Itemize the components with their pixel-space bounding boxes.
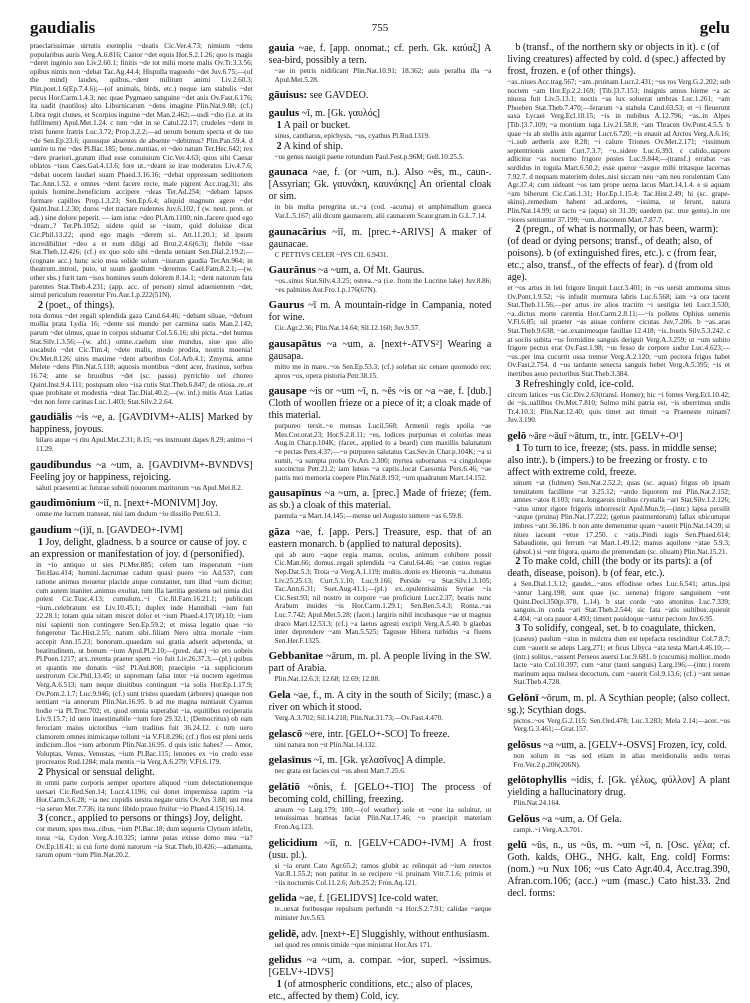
dictionary-entry	[30, 411, 253, 453]
dictionary-entry	[269, 526, 492, 646]
headword: gelidus	[268, 954, 302, 967]
dictionary-entry	[269, 338, 492, 380]
definition: An oriental cloak or sim.	[268, 179, 492, 203]
entry-head-line	[507, 739, 730, 752]
citations: mitto me in mare..~os Sen.Ep.53.3; (cf.) solebat sic cenare quomodo rex: apros ~os, opera pistoria Petr.38.15.	[274, 362, 492, 380]
grammar-info: ~ārum, m. pl.	[326, 651, 381, 663]
headword: gaudium	[30, 523, 72, 536]
definition: A frost (usu. pl.).	[268, 837, 492, 861]
citations: a Sen.Dial.1.3.12; gaudet,..~atos effodisse orbes Luc.6.541; artus..ipsi ~antur Larg.198; sunt quae (sc. uenena) frigore sanguinem ~ent Quint.Decl.350(p.378, L.14). b stat corde ~ato attonitus Luc.7.339; sanguis..in corda ~ari Stat.Theb.2.544; sic fata ~atis uultibus..quieuit 4.404; ~at ora pauor 4.493; timent pauidoque ~antur pectore Juv.6.95.	[513, 580, 731, 623]
citations: cor meum, spes mea..cibus, ~ium Pl.Bac.18; dum sequeris Clytium infelix, noua ~ia, Cydon Verg.A.10.325; iamne putas exisse domo mea ~ia? Ov.Ep.18.41; si cui forte domi natorum ~ia Stat.Theb.10.426;—adamanta, rarum opum ~ium Plin.Nat.20.2.	[36, 825, 253, 860]
headword: gauia	[268, 42, 295, 54]
citations: qui ab auro ~aque regia manus, oculos, animum cohibere possit Cic.Man.66; domus..regali splendida ~a Catul.64.46; ~ae custos regiae Nep.Dat.5.3; Troia ~a Verg.A.1.119; multis..donis ex Hieronis ~a..donatus Liv.25.25.13; Curt.5.1.10; Luc.9.166; Perside ~a Stat.Silv.1.3.105; Tac.Ann.6.31; Suet.Aug.41.1;—(pl.) ex..opulentissimis Syriae ~is Cic.Sest.93; nil nostro in corpore ~ae proficiunt Lucr.2.37; beatis nunc Arabum inuides ~is Hor.Carm.1.29.1; Sen.Ben.5.4.3; Roma..~as Luc.7.742; Apul.Met.5.28; (facet.) largiris nihil incubasque ~ae ut magnus draco Mart.12.53.3; (cf.) ~a laetus agresti excipit Verg.A.5.40. b glaebas inter deprendere ~am Man.5.525; Tagusue Hibera turbidus ~a fluens Sen.Her.F.1325.	[274, 550, 492, 645]
entry-head-line	[30, 497, 253, 510]
citations: uel quod res omnis timide ~que ministrat Hor.Ars 171.	[274, 940, 432, 949]
citations: in bis multa peregrina ut..~a (cod. -acuma) et amphimallum graeca Var.L.5.167; alii dicunt gaunacem, alii caunacem Scaur.gram.in G.L.7.14.	[274, 203, 492, 220]
grammar-info: ~a ~um, a. compar. ~ior, superl. ~issimus. [GELV+-IDVS]	[268, 955, 492, 979]
dictionary-entry	[507, 430, 730, 687]
definition: Made of frieze; (fem. as sb.) a cloak of this material.	[268, 488, 492, 512]
sense-definition: (poet., of things).	[45, 299, 115, 311]
citations: et ~os artus in leti frigore linquit Lucr.3.401; in ~os uersit ammoma sinus Ov.Pont.1.9.52; ~is infudit murmura labris Luc.6.568; iam ~a ora tacent Stat.Theb.11.56;—per artus ire alios tractim ~i uestigia leti Lucr.3.530; ~a..dictus morte carentia Hor.Carm.2.8.11;—~is pollens Ophius uenenis V.Fl.6.85; uil praeter ~as ausae conferre cicutas Juv.7.206. b ~as..aras Stat.Theb.9.638; ~ae..exanimesque fauillae 12.418; ~is..bustis Silv.5.3.242. c at sociis subita ~us formidine sanguis deriguit Verg.A.3.259; ut ~um subito frigore pectus erat Ov.Fast.1.98; ~us fesso de corpore sudor Luc.4.623;—~us..per ima cucurrit ossa tremor Verg.A.2.120; ~um pectora frigus habet Ov.Fast.2.754. d ~us tardante senecta sanguis hebet Verg.A.5.395; ~is et inertibus aeuo pectoribus Stat.Theb.3.384.	[507, 284, 731, 379]
headword: gaudimōnium	[30, 497, 96, 510]
citations: tota domus ~det regali splendida gaza Catul.64.46; ~debant siluae, ~debunt mollia prata Lydia 16; ~dente sui mundo per carmina uatis Man.2.142; parum ~det ulmus, quae in corpus uiduatur Col.5.6.16; ubi picta..~det humus Stat.Silv.1.3.56;—(w. abl.) omne..caelum siue mundus, siue quo alio uocabulo ~det Cic.Tim.4; ~dete malis, modo prodita, nostris moenia! Ov.Met.8.126; uites maxime ~dent arboribus Col.Arb.4.1; Zmyrna, amne Melete ~dens Plin.Nat.5.118; aquosis montibus ~dent acer, fraxinus, sorbus 16.74; ante se bruuibus ~det (sc. passu) pyrrichio uel choreo Quint.Inst.9.4.111; postquam oleo ~isa cutis Stat.Theb.6.847; de otiosa..re..et quae probitate et modestia ~deat Tac.Dial.40.2;—(w. inf.) mitis Atax Latias ~det non ferre carinas Luc.1.403; Stat.Silv.2.2.64.	[30, 311, 253, 406]
grammar-info: ~ae, f. (or ~um, n.). Also ~ēs, m., caun-. [Assyrian; Gk. γαυνάκη, καυνάκης]	[268, 167, 492, 191]
citations: (caseus) paulum ~atus in mulctra dum est tepefacta rescinditur Col.7.8.7; cum ~auerit se adeps Larg.271; et ficus Libyca ~ata testa Mart.4.46.10;—(intr.) solitus..~assent Perseos auersi Luc.9.681. b (cucumis) mollior..modo lacte ~ato Col.10.397; cum ~atur (tauri sanguis) Larg.196;—(intr.) rorem marinum aqua mulsea decoctum, cum ~auerit Col.9.13.6; (cf.) ~ant uenae Stat.Theb.4.728.	[513, 635, 731, 687]
dictionary-entry	[30, 524, 253, 860]
definition: Joy.	[202, 498, 218, 510]
grammar-info: ~ūs, n., us ~ūs, m. ~um ~ī, n. [Osc. γέλα; cf. Goth. kalds, OHG., NHG. kalt, Eng. cold] Forms: (nom.) ~u Nux 106; ~us Cato Agr.40.4, Acc.trag.390, Afran.com.106; (acc.) ~um (masc.) Cato hist.33. 2nd decl. forms:	[507, 840, 731, 900]
entry-head-line	[507, 430, 730, 443]
citations: hilaro atque ~i ritu Apul.Met.2.31; 8.15; ~es instruunt dapes 8.29; animo ~i 11.29.	[36, 436, 253, 453]
entry-head-line	[269, 89, 492, 102]
definition: A Scythian people; (also collect. sg.); Scythian dogs.	[507, 692, 731, 716]
entry-head-line	[269, 650, 492, 675]
grammar-info: adv. [next+-E]	[301, 928, 360, 940]
grammar-info: see GAVDEO.	[309, 90, 369, 102]
dictionary-entry	[269, 264, 492, 294]
sense	[507, 224, 730, 284]
sense	[507, 379, 730, 391]
entry-head-line	[269, 781, 492, 806]
sense-definition: Joy, delight, gladness. b a source or cause of joy. c an expression or manifestation of joy. d (personified).	[30, 536, 247, 560]
sense-definition: To solidify, congeal, set. b to coagulate, thicken.	[522, 623, 716, 635]
grammar-info: ~ī m.	[308, 300, 331, 312]
running-head	[30, 18, 730, 38]
headword: Gaurānus	[268, 264, 316, 277]
sense-definition: b (transf., of the northern sky or objects in it). c (of living creatures) affected by cold. d (spec.) affected by frost, frozen. e (of other things).	[507, 42, 726, 77]
headword: gaudiālis	[30, 411, 73, 424]
citations: Verg.A.3.702; Sil.14.218; Plin.Nat.31.73;—Ov.Fast.4.470.	[274, 714, 443, 722]
definition: A dimple.	[405, 755, 446, 767]
citations: in omni parte corporis semper oportere aliquod ~ium delectationemque uersari Cic.Red.Sen.14; Lucr.4.1196; cui donet impermissa raptim ~ia Hor.Carm.3.6.28; ~ia nec cupidis uestra negate uiris Ov.Ars 3.88; uni mea ~ia seruo Met.7.736; ita nunc libido prauo fruitur ~io Phaed.4.15(16).14.	[36, 778, 253, 813]
sense-definition: To make cold, chill (the body or its parts): a (of death, disease, poison). b (of fear, etc.).	[507, 556, 713, 580]
definition: Marked by happiness, joyous.	[30, 412, 253, 436]
dictionary-entry	[30, 459, 253, 493]
grammar-info: ~iī, n. [GELV+CADO+-IVM]	[324, 837, 454, 849]
column-middle	[268, 42, 492, 1003]
citations: aruum ~o Larg.179; 180;—(of weather) sole et ~one ita soluitur, ut tenuissimas bratteas faciat Plin.Nat.17.46; ~o praecipit materiam Fron.Aq.123.	[274, 805, 492, 831]
dictionary-entry	[269, 754, 492, 776]
citations: omne me lucrum transeat, nisi iam dudum ~io dissilio Petr.61.3.	[36, 510, 221, 519]
headword: gelō	[507, 430, 527, 442]
dictionary-entry	[269, 781, 492, 832]
sense-number: 3	[515, 378, 521, 390]
dictionary-entry	[507, 42, 730, 425]
definition: Sluggishly, without enthusiasm.	[361, 928, 490, 940]
sense-number: 1	[515, 443, 521, 454]
sense	[269, 979, 492, 1003]
definition: A people living in the SW. part of Arabia.	[268, 651, 492, 675]
dictionary-entry	[269, 385, 492, 482]
dictionary-entry	[269, 689, 492, 723]
entry-head-line	[269, 928, 492, 941]
citations: sinus, cantharus, epichysis, ~us, cyathus Pl.Rud.1319.	[274, 132, 430, 141]
entry-head-line	[269, 837, 492, 862]
entry-head-line	[507, 839, 730, 900]
entry-head-line	[269, 166, 492, 203]
definition: Treasure, esp. that of an eastern monarch. b (applied to natural deposits).	[268, 526, 492, 550]
entry-head-line	[30, 524, 253, 537]
citations: circum latices ~us Cic.Div.2.63(transl. Homer); hic ~i fontes Verg.Ecl.10.42; de ~is..uallibus Ov.Met.7.810; Sulmo mihi patria est, ~is uberrimus undis Tr.4.10.3; Plin.Nat.12.40; quis timet aut timuit ~a Praeneste ruinam? Juv.3.190.	[507, 390, 731, 425]
grammar-info: ~idis, f. [Gk. γέλως, φύλλον]	[571, 775, 695, 787]
headword: Gebbanītae	[268, 650, 324, 663]
sense-number: 3	[38, 813, 43, 825]
entry-head-line	[269, 299, 492, 324]
sense	[507, 556, 730, 580]
grammar-info: ~iī, n. [next+-MONIVM]	[97, 498, 200, 510]
grammar-info: ~(i)ī, n. [GAVDEO+-IVM]	[74, 524, 183, 536]
dictionary-entry	[269, 928, 492, 950]
headword: Gaurus	[268, 299, 305, 312]
entry-head-line	[269, 264, 492, 277]
citations: nec grata est facies cui ~us abest Mart.7.25.6.	[274, 767, 406, 776]
dictionary-entry	[507, 692, 730, 734]
definition: A plant yielding a hallucinatory drug.	[507, 775, 731, 799]
dictionary-entry	[269, 954, 492, 1003]
citations: ~us genus nauigii paene rotundum Paul.Fest.p.96M; Gell.10.25.5.	[274, 152, 465, 161]
guide-word-first: gaudialis	[30, 18, 96, 37]
grammar-info: ~a ~um, a. [next+-ATVS²]	[326, 338, 443, 350]
citations: ~ae in petris nidificant Plin.Nat.10.91; 18.362; auis peralba illa ~a Apul.Met.5.28.	[274, 67, 492, 84]
entry-head-line	[269, 728, 492, 741]
dictionary-entry	[269, 107, 492, 161]
dictionary-entry	[269, 650, 492, 684]
sense-definition: Refreshingly cold, ice-cold.	[522, 378, 634, 390]
dictionary-entry	[269, 226, 492, 260]
definition: A sea-bird, possibly a tern.	[268, 43, 492, 66]
dictionary-entry	[269, 837, 492, 888]
citations: saluti praesenti ac futurae suboli nouorum maritorum ~us Apul.Met.8.2.	[36, 483, 243, 492]
dictionary-entry	[507, 739, 730, 769]
headword: gausapīnus	[268, 487, 322, 500]
sense	[269, 120, 492, 132]
sense-definition: (of atmospheric conditions, etc.; also of places, etc., affected by them) Cold, icy.	[268, 979, 473, 1003]
entry-head-line	[269, 226, 492, 251]
columns	[30, 42, 731, 1003]
entry-head-line	[269, 107, 492, 120]
headword: gelascō	[268, 727, 303, 740]
entry-head-line	[269, 689, 492, 714]
headword: gausape	[268, 385, 307, 398]
grammar-info: ~ere, intr. [GELO+-SCO]	[304, 728, 408, 740]
definition: Of Mt. Gaurus.	[363, 265, 425, 277]
grammar-info: ~ī, m. [Gk. γελασῖνος]	[313, 755, 404, 767]
sense-definition: (concr., applied to persons or things) Joy, delight.	[45, 813, 243, 825]
headword: gelidē,	[268, 927, 299, 940]
sense-number: 3	[515, 623, 521, 635]
citations: pictos..~os Verg.G.2.115; Sen.Oed.478; Luc.3.283; Mela 2.14;—acer..~us Verg.G.3.461;—Grat.157.	[513, 716, 731, 734]
headword: Gelōus	[507, 812, 540, 825]
dictionary-entry	[269, 166, 492, 220]
dictionary-entry	[269, 89, 492, 102]
headword: gaunacārius	[268, 225, 327, 238]
column-left	[30, 42, 253, 953]
sense	[269, 141, 492, 153]
definition: Feeling joy or happiness, rejoicing.	[30, 471, 172, 483]
definition: A maker of gaunacae.	[268, 226, 492, 250]
grammar-info: ~a ~um, a. [prec.]	[324, 488, 400, 500]
headword: gelida	[268, 892, 297, 905]
sense-definition: A kind of ship.	[283, 140, 344, 152]
entry-head-line	[507, 813, 730, 826]
headword: gaulus	[268, 107, 300, 120]
grammar-info: ~ae, f., m.	[293, 690, 335, 701]
sense-definition: To turn to ice, freeze; (sts. pass. in middle sense; also intr.). b (impers.) to be freezing or frosty. c to affect with extreme cold, freeze.	[507, 443, 717, 478]
sense-number: 2	[38, 299, 43, 311]
entry-head-line	[507, 692, 730, 717]
entry-head-line	[269, 526, 492, 551]
guide-word-last: gelu	[699, 18, 730, 37]
headword: gelasīnus	[268, 754, 312, 767]
entry-head-line	[269, 42, 492, 67]
sense-definition: (pregn., of what is normally, or has been, warm): (of dead or dying persons; transf., of death; also, of poisons). b (of extinguished fires, etc.). c (from fear, etc.; also, transf., of the effects of fear). d (from old age).	[507, 224, 719, 284]
grammar-info: ~ae, f. [app. Pers.]	[295, 526, 379, 538]
headword: Gelōnī	[507, 691, 539, 704]
sense-number: 1	[38, 536, 43, 548]
dictionary-entry	[30, 497, 253, 519]
grammar-info: ~ae, f. [app. onomat.; cf. perh. Gk. καύαξ]	[298, 43, 481, 54]
citations: campi..~i Verg.A.3.701.	[513, 825, 583, 834]
definition: Of Gela.	[587, 813, 622, 825]
page-number: 755	[371, 22, 389, 34]
citations: praeclarissimae uirtutis exemplis ~deatis Cic.Ver.4.73; nimium ~dens popularibus auris Verg.A.6.816; Castor ~det equis Hor.S.2.1.26; quo is magis ~deret ingenio suo Liv.2.60.1; finitis ~de tot mihi morte malis Ov.Tr.3.3.56; opibus nimis non ~debat Tac.Ag.44.4; Hispulla tragoedo ~det Juv.6.75;—(of the mind) laudes, quibus..~dent militum animi Liv.2.60.3; Plin.poet.1.6(Ep.7.4.6);—(of animals, birds, etc.) neque iam stabulis ~det pecus Hor.Carm.1.4.3; nec quae Pygmaeo sanguine ~det auis Ov.Fast.6.176; ita uadit (nautilos) alto Liburnicarum ~dens imagine Plin.Nat.9.88; (cf.) Libra regit clunes, et Scorpios inguine ~det Man.2.462;—usdi ~dio (i.e. at its fulfilment) Apul.Met.1.24. c tum ~det in se Catul.22.17; crudeles ~dent in tristi funere fratris Luc.3.72; Prop.3.2.2;—ad uerum bonum specta et de tuo ~de Sen.Ep.23.6; quousque absentes de absente ~debimus? Plin.Pan.59.4. d uenire tu me ~des Pl.Bac.185; bene..nuntias, et ~deo natum Ter.Hec.642; rex ~dere praetori..gratum illud esse conuiuium Cic.Ver.4.63; quos sibi Caesar oblatos ~isus Caes.Gal.4.13.6; fore ut..~deant se irae moderatos Liv.4.7.6; ~debat uocem laudari suam Phaed.3.16.16; ~debat oppressam seditionem Tac.Ann.1.52. e omnes ~dent facere recte, male pigrent Acc.trag.31; abs quiuis homine..beneficium accipere ~deas Ter.Ad.254; ~debam lapsos formare capillos Prop.1.3.23; Sen.Ep.6.4; aliquid magnum agere ~det Quint.Inst.1.2.30; duros ~det tractare rudentes Juv.6.102. f (w. neut. pron. or adj.) sine dolore peperit. — iam istuc ~deo Pl.Am.1100; nin..facere quod ego ~deam..? Ter.Ph.1052; uidete quid se ~isum, quid doluisse dicat Cic.Phil.13.22; quod ego magis ~derem si.. Att.11.20.1; id ipsum incredibiliter ~deo a et eum diligi ad Brut.2.4.6(6.3); flebile ~isse Stat.Theb.12.426; (cf.) ex quo solo sibi ~denda ueniant Sen.Dial.2.19.2;—(cognate acc.) hunc scio mea solide solum ~isuram gaudia Ter.An.964; in theatrum..introii, puto, ut suum gaudium ~deremus Cael.Fam.8.2.1;—(w. other sbs.) furit tam ~isos homines suum dolorem 8.14.1; ~dent natorum fata parentes Stat.Theb.4.231; (app. acc. of person) simul aduenientem ~det, simul periculum reueretur Fro.Aur.1.p.222(51N).	[30, 42, 253, 300]
sense-definition: Physical or sensual delight.	[45, 766, 155, 778]
column-right	[507, 42, 730, 953]
sense-number: 2	[515, 224, 521, 236]
entry-head-line	[269, 754, 492, 767]
grammar-info: ~is ~e, a. [GAVDIVM+-ALIS]	[76, 412, 204, 424]
entry-head-line	[269, 385, 492, 422]
entry-head-line	[269, 487, 492, 512]
sense	[507, 623, 730, 635]
dictionary-entry	[507, 774, 730, 808]
dictionary-page	[30, 0, 731, 1003]
citations: si ~ia erunt Cato Agr.65.2; ramos glubit ac relinquit ad ~ium retectos Var.R.1.55.2; non patitur in se recipere ~ii pruinam Vitr.7.1.6; primis et ~iis nocturnis Col.11.2.6; Arb.25.2; Fron.Aq.121.	[274, 861, 492, 887]
citations: non solum in ~as sed etiam in alias meridionalis sedis terras Fro.Ver.2.p.206(206N).	[513, 752, 731, 769]
headword: gelicidium	[268, 836, 318, 849]
headword: gelōtophyllis	[507, 774, 567, 787]
definition: Cloth of woollen frieze or a piece of it; a cloak made of this material.	[268, 398, 492, 422]
grammar-info: ~ōnis, f. [GELO+-TIO]	[307, 781, 414, 793]
citations: Plin.Nat.24.164.	[513, 799, 561, 808]
entry-head-line	[30, 411, 253, 436]
citations: uinum ~at (fulmen) Sen.Nat.2.52.2; quas (sc. aquas) frigus ob ipsam tenuitatem facillime ~at 3.25.12; ~ando liquorem nui Plin.Nat.2.152; amnes ~atos 8.103; rura..longaeuis niuibus crystalla ~ari Stat.Silv.1.2.126; ~atus umor rigore frigoris inhorrescit Apul.Mun.9;—(intr.) lapsa persilit ~atque (pruina) Plin.Nat.17.222; (genus pauimentorum) fallax ubicumque imbres ~ant 36.186. b non ante demetuntur quam ~auerit Plin.Nat.14.39; si niues iaceant ~etue 17.250. c ~atis..Pindi iugis Sen.Phaed.614; Sabaudione, qui ferrum ~at Mart.1.49.12; manus aquilone ~atae 5.9.3; (absol.) si ~ent frigora, quarto die premendam (sc. oliuam) Plin.Nat.15.21.	[513, 479, 731, 556]
grammar-info: ~ī, m. [Gk. γαυλός]	[301, 108, 381, 120]
headword: gaunaca	[268, 166, 308, 179]
citations: uini natura non ~it Plin.Nat.14.132.	[274, 740, 377, 749]
grammar-info: ~a ~um, a. [GELV+-OSVS]	[543, 740, 656, 752]
citations: C PETTIVS CELER ~IVS CIL 6.9431.	[274, 250, 389, 259]
sense-definition: A pail or bucket.	[283, 120, 351, 132]
entry-head-line	[507, 774, 730, 799]
entry-head-line	[269, 954, 492, 979]
definition: The process of becoming cold, chilling, freezing.	[268, 781, 492, 805]
grammar-info: ~a ~um, a.	[542, 813, 585, 825]
citations: ~as..niues Acc.trag.567; ~am..pruinam Lucr.2.431; ~us ros Verg.G.2.202; sub noctem ~am Hor.Ep.2.2.169; [Tib.]3.7.153; insignis annus hieme ~a ac niuosa fuit Liv.5.13.1; noctis ~as lux soluerat umbras Luc.1.261; ~am Phoeben Stat.Theb.7.470;—ferarum ~a stabula Catul.63.53; et ~i fleuerunt saxa Lycaei Verg.Ecl.10.15; ~is in nubibus A.12.796; ~as..in Alpes [Tib.]3.7.109; ~a montium iuga Liv.21.58.8; ~am Thracen Ov.Pont.4.5.5. b quae ~is ab stellis axis agantur Lucr.6.720; ~is enauit ad Arctos Verg.A.6.16; ~i..sub aetheris axe 8.28; ~i calure Triones Ov.Met.2.171; ~issimum septentrionis axem Curt.7.3.7; ~o..sidere Luc.6.393. c calido..uapore adlicitur ~as nocturno frigore postes Luc.9.844;—(transf.) errabat ~as sordidus in togula Mart.6.50.2; esse queror ~asque mihi tritasque lacernas 7.92.7. d nequam materiem doles..nisi siccam neu ~am neu rorulentam Cato Agr.37.4; cum uideant ~os tam prope uerna lacus Mart.14.1.4. e si aquam ~am biberunt Cic.Cati.1.31; Hor.Ep.1.15.4; Tac.Hist.2.49; hi (sc. grape-skins)..remedium habent ad..ardores, ~issima, ut ferunt, natura Plin.Nat.14.99; ut tactu ~a (aqua) sit 31.39; eaedem (sc. true gems)..in ore ~iores sentiuntur 37.199; ~um..draconem Mart.7.87.7.	[507, 78, 731, 224]
grammar-info: ~āre ~āuī ~ātum, tr., intr. [GELV+-O¹]	[528, 431, 683, 442]
citations: in ~io antiquo ut sies Pl.Mer.885; celem tam insperatum ~ium Ter.Hau.414; homini..lacrumae cadunt quasi puero ~io Ad.537; cum ratione animus mouetur placide atque constanter, tum illud ~ium dicitur; cum autem inaniter..animus exultat, tum illa laetitia gestiens uel nimia dici potest Cic.Tusc.4.13; cumulum..~i Cic.fil.Fam.16.21.1; publicum ~ium..celebratum est Liv.10.45.1; duplex inde Hannibali ~ium fuit 22.28.1; totam quia uitam miscet dolor et ~ium Phaed.4.17(18).10; ~ium nisi sapienti non contingere Sen.Ep.59.2; et missa legatio quae ~io fungeretur Tac.Hist.2.55; natum sibi..filiam Nero ultra mortale ~ium accepit Ann.15.23; bonorum..quaedam sui gratia adserit adpetenda, ut beatitudinem, ut bonum ~ium Apul.Pl.2.10;—(pred. dat.) ~io ero uobeis Pl.Poen.1217; arx..retenta praeter spem ~io fuit Liv.26.37.3;—(pl.) quibus et quantis me donatis ~iis! Pl.Aul.808; praecipio ~ia suppliciorum uestrorum Cic.Phil.13.45; ut supremam falsa inter ~ia noctem egerimus Verg.A.6.513; nam neque diuitibus contingunt ~ia solis Hor.Ep.1.17.9; Ov.Pont.2.1.7; Luc.9.946; (cf.) sunt tristes quaedam (arbores) quaeque non sentiant ~ia annorum Plin.Nat.16.95. b ad me magna nuntiauit Cyamus hodie ~ia Pl.Truc.702; et, quod omnia superabat ~ia, equitibus reciperatis Liv.9.15.7; id uero inaestimabile ~ium fore 29.32.1; (Democritus) ob eam ferociam maius uictoribus ~ium traditus fuit 36.24.12. c tum uero clamorem omnes inimicaque tollunt ~ia V.Fl.8.296; (cf.) flos est pleni ueris indicium..flos ~ium arborum Plin.Nat.16.95. d quis istic habes? — Amor, Voluptas, Venus, Venustas, ~ium Pl.Bac.115; lenones ex ~io credo esse procreatos Rud.1284; mala mentis ~ia Verg.A.6.279; V.Fl.6.179.	[36, 560, 253, 767]
grammar-info: ~a ~um, a. [GAVDIVM+-BVNDVS]	[96, 459, 253, 471]
sense	[30, 767, 253, 779]
grammar-info: ~a ~um, a.	[318, 265, 361, 277]
headword: gelōsus	[507, 739, 541, 752]
dictionary-entry	[269, 299, 492, 333]
dictionary-entry	[269, 42, 492, 84]
entry-head-line	[30, 459, 253, 484]
dictionary-entry	[269, 487, 492, 521]
dictionary-entry	[269, 728, 492, 750]
sense	[507, 443, 730, 479]
definition: A city in the south of Sicily; (masc.) a river on which it stood.	[268, 690, 492, 713]
citations: Plin.Nat.12.6.3; 12.68; 12.69; 12.88.	[274, 675, 380, 684]
definition: Ice-cold water.	[378, 893, 439, 905]
sense-number: 1	[276, 979, 282, 991]
definition: Wearing a gausapa.	[268, 338, 492, 362]
citations: te..uexat foribusque repulsum perfundit ~a Hor.S.2.7.91; calidae ~aeque minister Juv.5.63.	[274, 905, 492, 922]
grammar-info: ~iī, m. [prec.+-ARIVS]	[332, 226, 434, 238]
sense	[30, 537, 253, 561]
headword: gāuisus:	[268, 89, 308, 102]
citations: purpureo tersit..~e mensas Lucil.568; Armenii regis spolia ~ae Mes.Cor.orat.23; Hor.S.2.8.11; ~es, lodices purpureas et colorias meas Aug.in Char.p.104K; (facet., applied to a beard) cum maxillis balanatum ~e pectas Pers.4.37;—~o purpureo salutatus Cas.Sev.in Char.p.104K; ~a si sumit, ~a sumpta proba Ov.Ars 2.300; myrtea subornatus ~a cinguloque succinctus Petr.21.2; iam luteas ~a captis..locat Caesonia Pers.6.46; ~ae patris mei memoria coepere Plin.Nat.8.193; ~um quadratum Mart.14.152.	[274, 422, 492, 482]
citations: ~os..sinus Stat.Silv.4.3.25; ostrea..~a (i.e. from the Lucrine lake) Juv.8.86; ~es palmites Aur.Fro.1.p.176(67N).	[274, 277, 492, 294]
grammar-info: ~ōrum, m. pl.	[541, 692, 597, 704]
headword: gaudibundus	[30, 458, 92, 471]
entry-head-line	[269, 338, 492, 363]
sense-number: 2	[515, 556, 521, 568]
headword: gelū	[507, 839, 527, 852]
dictionary-entry	[30, 42, 253, 406]
citations: paenula ~a Mart.14.145;—mense uel Augusto sumere ~as 6.59.8.	[274, 512, 463, 521]
entry-head-line	[269, 892, 492, 905]
grammar-info: ~is or ~um ~ī, n. ~ēs ~is or ~a ~ae, f. [dub.]	[309, 386, 492, 398]
headword: gelātiō	[268, 780, 300, 793]
citations: Cic.Agr.2.36; Plin.Nat.14.64; Sil.12.160; Juv.9.57.	[274, 324, 420, 333]
grammar-info: ~ae, f. [GELIDVS]	[299, 893, 377, 905]
sense-number: 2	[38, 766, 43, 778]
sense-number: 1	[276, 120, 282, 132]
sense-number: 2	[276, 140, 282, 152]
headword: Gela	[268, 689, 291, 701]
sense	[507, 42, 730, 78]
headword: gausapātus	[268, 337, 322, 350]
definition: A mountain-ridge in Campania, noted for wine.	[268, 300, 492, 324]
definition: To freeze.	[409, 728, 450, 740]
dictionary-entry	[507, 839, 730, 900]
definition: Frozen, icy, cold.	[657, 740, 727, 752]
dictionary-entry	[269, 892, 492, 922]
sense	[30, 813, 253, 825]
headword: gāza	[268, 525, 291, 538]
dictionary-entry	[507, 813, 730, 835]
sense	[30, 300, 253, 312]
